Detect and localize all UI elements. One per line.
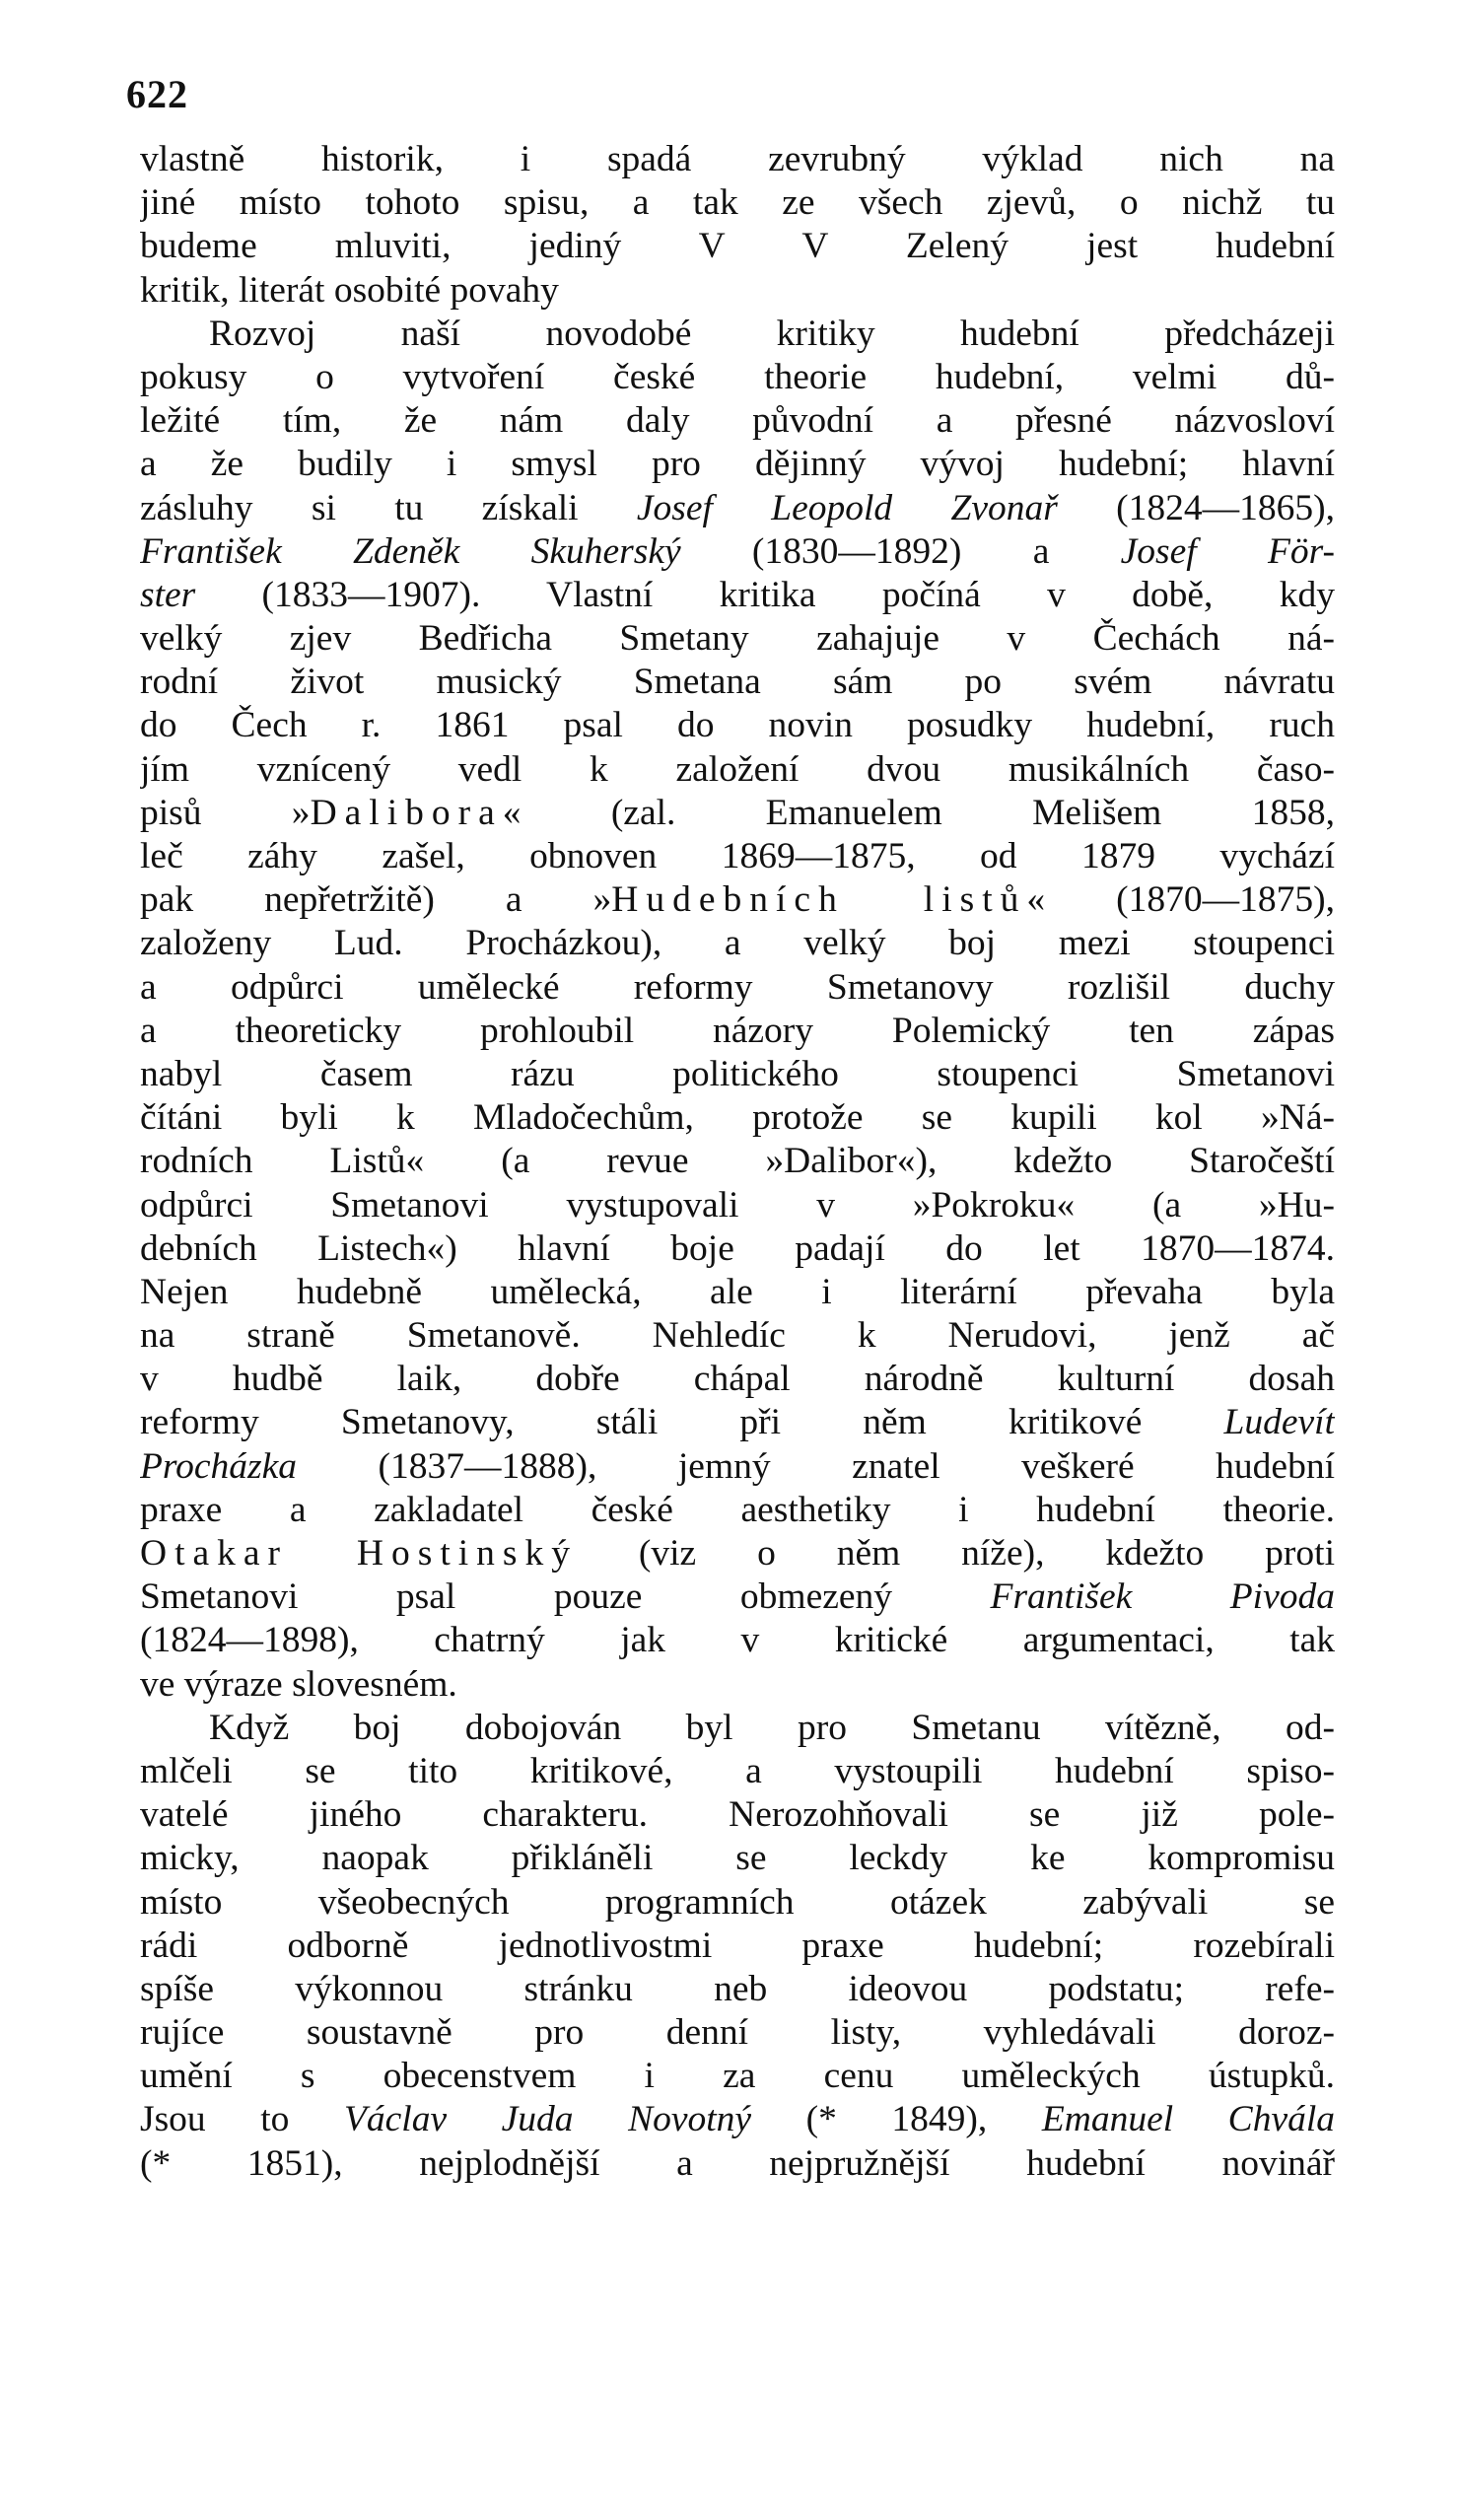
text-segment: ve výraze slovesném. [140,1663,457,1705]
text-segment: praxe a zakladatel české aesthetiky i hudební theorie. [140,1489,1335,1530]
text-line [140,399,1335,443]
text-line [140,1445,1335,1489]
italic-name: Josef Leopold Zvonař [636,487,1058,528]
text-segment: Nejen hudebně umělecká, ale i literární převaha byla [140,1271,1335,1312]
text-line [140,1532,1335,1575]
italic-name: Emanuel Chvála [1041,2099,1335,2140]
italic-name: ster [140,574,196,615]
text-segment: (1824—1898), chatrný jak v kritické argumentaci, tak [140,1620,1335,1661]
italic-name: František Zdeněk Skuherský [140,530,681,572]
text-segment: ležité tím, že nám daly původní a přesné názvosloví [140,400,1335,442]
text-line [140,1184,1335,1227]
text-segment: Jsou to [140,2099,344,2140]
text-segment: (viz o něm níže), kdežto proti [578,1533,1335,1574]
text-segment: pisů » [140,792,311,833]
text-line [140,2055,1335,2098]
text-line [140,1010,1335,1053]
text-segment: rádi odborně jednotlivostmi praxe hudební; rozebírali [140,1925,1335,1966]
text-segment: rodní život musický Smetana sám po svém návratu [140,662,1335,703]
text-line [140,1314,1335,1358]
text-line [140,748,1335,792]
text-line [140,1227,1335,1271]
text-segment: spíše výkonnou stránku neb ideovou podstatu; refe- [140,1968,1335,2009]
text-line [140,1271,1335,1314]
text-segment: micky, naopak přikláněli se leckdy ke kompromisu [140,1838,1335,1879]
text-line [140,313,1335,356]
text-line [140,2011,1335,2055]
italic-name: František Pivoda [990,1576,1335,1618]
text-segment: leč záhy zašel, obnoven 1869—1875, od 1879 vychází [140,836,1335,876]
italic-name: Josef För- [1120,530,1335,572]
spaced-title: Otakar Hostinský [140,1533,579,1574]
text-line [140,138,1335,181]
text-segment: čítáni byli k Mladočechům, protože se kupili kol »Ná- [140,1097,1335,1139]
text-segment: jím vznícený vedl k založení dvou musikálních časo- [140,748,1335,790]
text-segment: odpůrci Smetanovi vystupovali v »Pokroku« (a »Hu- [140,1184,1335,1225]
text-segment: místo všeobecných programních otázek zabývali se [140,1881,1335,1923]
text-segment: pokusy o vytvoření české theorie hudební, velmi dů- [140,356,1335,397]
text-line [140,356,1335,399]
text-segment: na straně Smetanově. Nehledíc k Nerudovi, jenž ač [140,1315,1335,1357]
text-segment: pak nepřetržitě) a » [140,879,612,921]
text-line [140,181,1335,225]
text-segment: reformy Smetanovy, stáli při něm kritikové [140,1402,1224,1443]
text-line [140,1925,1335,1968]
text-line [140,443,1335,486]
text-segment: rujíce soustavně pro denní listy, vyhledávali doroz- [140,2012,1335,2054]
text-line [140,878,1335,922]
italic-name: Václav Juda Novotný [343,2099,752,2140]
text-segment: (* 1851), nejplodnější a nejpružnější hudební novinář [140,2142,1335,2184]
text-segment: a odpůrci umělecké reformy Smetanovy rozlišil duchy [140,966,1335,1008]
text-segment: « (zal. Emanuelem Melišem 1858, [502,792,1335,833]
text-line [140,1619,1335,1662]
text-line [140,1881,1335,1925]
text-segment: Když boj dobojován byl pro Smetanu vítězně, od- [209,1707,1335,1748]
text-line [140,1401,1335,1444]
text-line [140,269,1335,313]
text-segment: a theoreticky prohloubil názory Polemický ten zápas [140,1010,1335,1051]
text-line [140,2142,1335,2186]
text-line [140,792,1335,835]
text-line [140,1707,1335,1750]
text-segment: kritik, literát osobité povahy [140,269,559,311]
italic-name: Procházka [140,1445,297,1487]
text-segment: Rozvoj naší novodobé kritiky hudební předcházeji [209,313,1335,354]
text-segment: (* 1849), [751,2099,1042,2140]
text-line [140,966,1335,1010]
text-segment: (1830—1892) a [680,530,1121,572]
text-segment: jiné místo tohoto spisu, a tak ze všech zjevů, o nichž tu [140,182,1335,224]
text-segment: rodních Listů« (a revue »Dalibor«), kdežto Staročeští [140,1141,1335,1182]
text-segment: budeme mluviti, jediný V V Zelený jest hudební [140,226,1335,267]
text-segment: Smetanovi psal pouze obmezený [140,1576,991,1618]
text-line [140,661,1335,704]
text-line [140,1837,1335,1880]
text-line [140,574,1335,617]
text-segment: velký zjev Bedřicha Smetany zahajuje v Čechách ná- [140,618,1335,660]
text-segment: mlčeli se tito kritikové, a vystoupili hudební spiso- [140,1750,1335,1791]
text-segment: (1824—1865), [1057,487,1335,528]
text-segment: vatelé jiného charakteru. Nerozohňovali se již pole- [140,1794,1335,1836]
text-segment: umění s obecenstvem i za cenu uměleckých ústupků. [140,2056,1335,2097]
body-text [140,138,1335,2186]
text-line [140,835,1335,878]
text-line [140,1968,1335,2011]
text-line [140,704,1335,747]
text-segment: v hudbě laik, dobře chápal národně kulturní dosah [140,1359,1335,1400]
text-line [140,225,1335,268]
text-line [140,1663,1335,1707]
text-line [140,1358,1335,1401]
text-segment: « (1870—1875), [1026,879,1335,921]
text-line [140,1575,1335,1619]
text-segment: do Čech r. 1861 psal do novin posudky hudební, ruch [140,705,1335,746]
spaced-title: Hudebních listů [611,879,1027,921]
text-segment: vlastně historik, i spadá zevrubný výklad nich na [140,139,1335,179]
text-segment: (1837—1888), jemný znatel veškeré hudební [297,1445,1335,1487]
text-segment: zásluhy si tu získali [140,487,637,528]
text-line [140,1053,1335,1096]
italic-name: Ludevít [1223,1402,1335,1443]
spaced-title: Dalibora [310,792,503,833]
text-segment: založeny Lud. Procházkou), a velký boj mezi stoupenci [140,923,1335,964]
text-segment: a že budily i smysl pro dějinný vývoj hudební; hlavní [140,444,1335,485]
text-line [140,1793,1335,1837]
text-line [140,1096,1335,1140]
text-segment: debních Listech«) hlavní boje padají do let 1870—1874. [140,1227,1335,1269]
text-line [140,2098,1335,2141]
text-line [140,1489,1335,1532]
text-segment: (1833—1907). Vlastní kritika počíná v době, kdy [195,574,1335,615]
text-line [140,1750,1335,1793]
text-line [140,1140,1335,1183]
text-line [140,617,1335,661]
text-line [140,922,1335,965]
text-line [140,487,1335,530]
page-number: 622 [126,72,188,116]
text-line [140,530,1335,574]
text-segment: nabyl časem rázu politického stoupenci Smetanovi [140,1053,1335,1094]
